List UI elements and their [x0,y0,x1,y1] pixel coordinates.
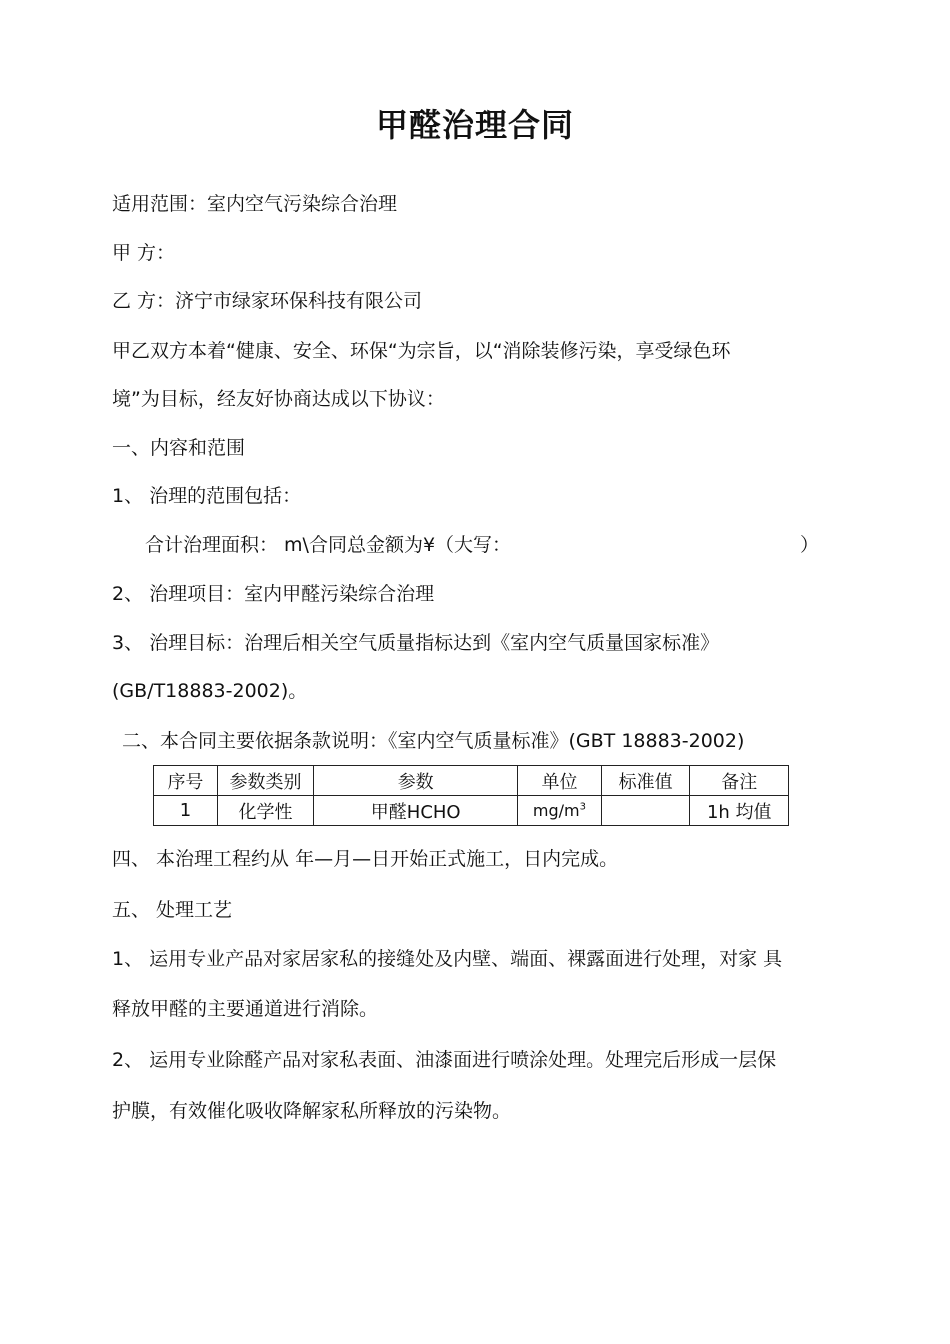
col-header-note: 备注 [690,766,789,796]
section-5-heading: 五、 处理工艺 [112,899,233,921]
col-header-param: 参数 [314,766,518,796]
section-5-item-1-line-1: 1、 运用专业产品对家居家私的接缝处及内壁、端面、裸露面进行处理，对家 具 [112,948,783,970]
area-amount-close-paren: ） [800,534,820,556]
standard-table [153,765,789,826]
section-5-item-2-line-1: 2、 运用专业除醛产品对家私表面、油漆面进行喷涂处理。处理完后形成一层保 [112,1049,777,1071]
intro-line-1: 甲乙双方本着“健康、安全、环保“为宗旨，以“消除装修污染，享受绿色环 [112,340,731,362]
intro-line-2: 境”为目标，经友好协商达成以下协议： [112,388,445,410]
unit-base: mg/m [532,801,580,820]
section-5-item-1-line-2: 释放甲醛的主要通道进行消除。 [112,998,379,1020]
section-1-item-3-line-1: 3、 治理目标：治理后相关空气质量指标达到《室内空气质量国家标准》 [112,632,720,654]
section-1-item-2: 2、 治理项目：室内甲醛污染综合治理 [112,583,435,605]
scope-line: 适用范围：室内空气污染综合治理 [112,193,398,215]
cell-unit [518,796,602,826]
section-1-item-1: 1、 治理的范围包括： [112,485,302,507]
section-1-item-3-line-2: (GB/T18883-2002)。 [112,680,308,702]
cell-standard [601,796,690,826]
table-header-row [154,766,789,796]
cell-no: 1 [154,796,218,826]
section-5-item-2-line-2: 护膜，有效催化吸收降解家私所释放的污染物。 [112,1100,512,1122]
section-4-line: 四、 本治理工程约从 年—月—日开始正式施工，日内完成。 [112,848,619,870]
section-1-heading: 一、内容和范围 [112,437,246,459]
col-header-no: 序号 [154,766,218,796]
party-b-line: 乙 方：济宁市绿家环保科技有限公司 [112,290,423,312]
col-header-standard: 标准值 [601,766,690,796]
page-title: 甲醛治理合同 [375,106,574,144]
cell-note: 1h 均值 [690,796,789,826]
party-a-line: 甲 方： [112,242,176,264]
area-amount-line: 合计治理面积： m\合同总金额为¥（大写： [145,534,512,556]
cell-category: 化学性 [217,796,313,826]
table-row [154,796,789,826]
col-header-category: 参数类别 [217,766,313,796]
unit-superscript: 3 [579,801,587,813]
cell-param: 甲醛HCHO [314,796,518,826]
section-2-heading: 二、本合同主要依据条款说明：《室内空气质量标准》(GBT 18883-2002) [122,730,745,752]
col-header-unit: 单位 [518,766,602,796]
